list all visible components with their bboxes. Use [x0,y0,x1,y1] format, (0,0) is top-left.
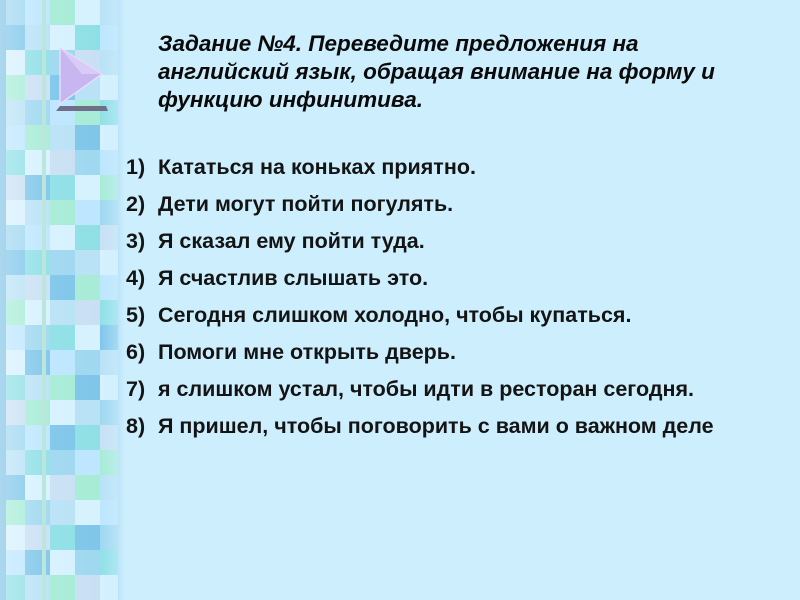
item-text: Кататься на коньках приятно. [158,155,476,179]
item-number: 6) [126,340,146,364]
item-number: 5) [126,303,146,327]
sentence-list [126,154,794,450]
item-text: Дети могут пойти погулять. [158,192,454,216]
list-item [126,154,794,180]
slide-title: Задание №4. Переведите предложения на английский язык, обращая внимание на форму и функцию инфинитива. [158,31,715,112]
item-number: 2) [126,192,146,216]
list-item [126,191,794,217]
item-text: Я счастлив слышать это. [158,266,429,290]
play-arrow-icon [52,44,112,114]
item-text: Помоги мне открыть дверь. [158,340,456,364]
list-item [126,265,794,291]
list-item [126,339,794,365]
item-number: 1) [126,155,146,179]
item-number: 8) [126,414,146,438]
list-item [126,302,794,328]
list-item [126,228,794,254]
list-item [126,376,794,402]
item-text: я слишком устал, чтобы идти в ресторан сегодня. [158,377,694,401]
item-text: Я сказал ему пойти туда. [158,229,425,253]
item-number: 3) [126,229,146,253]
item-number: 4) [126,266,146,290]
item-text: Я пришел, чтобы поговорить с вами о важном деле [158,414,714,438]
list-item [126,413,794,439]
item-text: Сегодня слишком холодно, чтобы купаться. [158,303,632,327]
item-number: 7) [126,377,146,401]
